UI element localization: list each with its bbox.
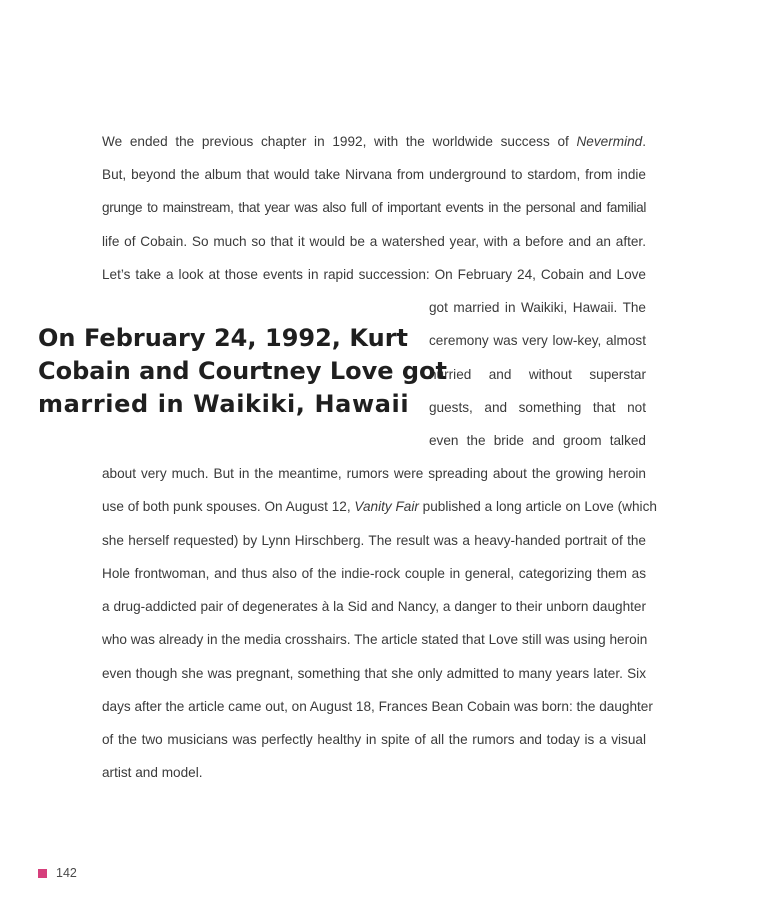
body-line: even the bride and groom talked bbox=[429, 433, 646, 448]
body-line: even though she was pregnant, something that she only admitted to many years later. Six bbox=[102, 666, 646, 681]
body-line: But, beyond the album that would take Nirvana from underground to stardom, from indie bbox=[102, 167, 646, 182]
magazine-title: Vanity Fair bbox=[354, 499, 419, 514]
body-line: she herself requested) by Lynn Hirschberg. The result was a heavy-handed portrait of the bbox=[102, 533, 646, 548]
body-line: a drug-addicted pair of degenerates à la Sid and Nancy, a danger to their unborn daughter bbox=[102, 599, 646, 614]
page-footer bbox=[38, 867, 77, 879]
body-line: days after the article came out, on August 18, Frances Bean Cobain was born: the daughter bbox=[102, 699, 653, 714]
body-line: got married in Waikiki, Hawaii. The bbox=[429, 300, 646, 315]
body-line: ceremony was very low-key, almost bbox=[429, 333, 646, 348]
body-line: artist and model. bbox=[102, 765, 203, 780]
pull-quote-line: On February 24, 1992, Kurt bbox=[38, 324, 408, 352]
body-line: We ended the previous chapter in 1992, with the worldwide success of Nevermind. bbox=[102, 134, 646, 149]
body-line: grunge to mainstream, that year was also full of important events in the personal and familial bbox=[102, 200, 646, 215]
body-line: about very much. But in the meantime, rumors were spreading about the growing heroin bbox=[102, 466, 646, 481]
body-line: Let’s take a look at those events in rapid succession: On February 24, Cobain and Love bbox=[102, 267, 646, 282]
pull-quote bbox=[38, 322, 448, 421]
pull-quote-line: married in Waikiki, Hawaii bbox=[38, 390, 410, 418]
body-line: of the two musicians was perfectly healthy in spite of all the rumors and today is a visual bbox=[102, 732, 646, 747]
page-marker-square bbox=[38, 869, 47, 878]
body-line: hurried and without superstar bbox=[429, 367, 646, 382]
body-line: life of Cobain. So much so that it would be a watershed year, with a before and an after. bbox=[102, 234, 646, 249]
page-number: 142 bbox=[56, 866, 77, 880]
body-line: who was already in the media crosshairs. The article stated that Love still was using heroin bbox=[102, 632, 648, 647]
album-title: Nevermind bbox=[576, 134, 643, 149]
pull-quote-line: Cobain and Courtney Love got bbox=[38, 357, 448, 385]
body-line: Hole frontwoman, and thus also of the indie-rock couple in general, categorizing them as bbox=[102, 566, 646, 581]
body-line: guests, and something that not bbox=[429, 400, 646, 415]
body-line: use of both punk spouses. On August 12, Vanity Fair published a long article on Love (which bbox=[102, 499, 657, 514]
